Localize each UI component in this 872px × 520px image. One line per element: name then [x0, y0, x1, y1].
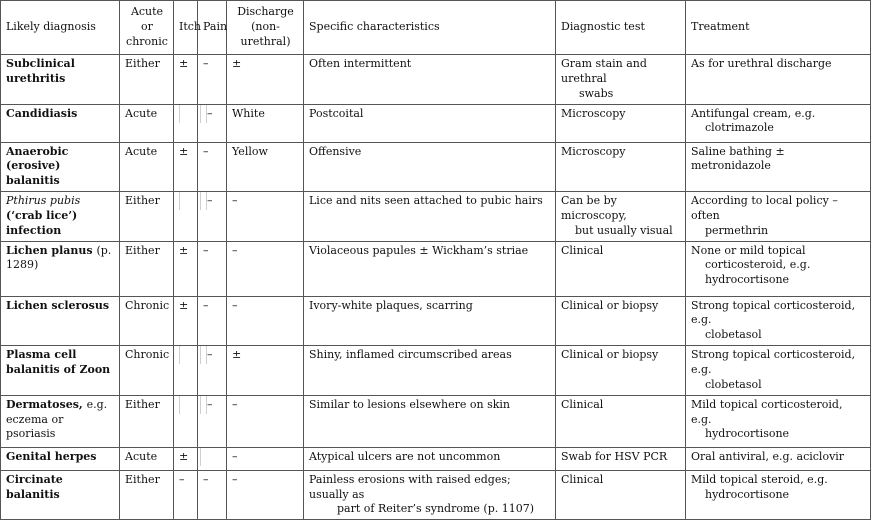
test-cell	[556, 55, 686, 105]
course-cell: Either	[120, 55, 174, 105]
diagnosis-italic: Pthirus pubis	[6, 194, 81, 208]
table-row	[1, 447, 871, 470]
test-line: swabs	[579, 86, 614, 100]
table-row	[1, 55, 871, 105]
header-pain: Pain	[198, 1, 227, 55]
characteristics-cell: Often intermittent	[304, 55, 556, 105]
itch-cell: ±	[174, 296, 198, 346]
characteristics-cell: Lice and nits seen attached to pubic hairs	[304, 192, 556, 242]
characteristics-cell: Violaceous papules ± Wickham’s striae	[304, 241, 556, 296]
pain-cell: –	[198, 241, 227, 296]
treatment-cell	[686, 395, 871, 447]
characteristics-cell: Postcoital	[304, 104, 556, 142]
course-cell: Either	[120, 192, 174, 242]
characteristics-cell: Offensive	[304, 142, 556, 192]
pain-value: –	[207, 348, 213, 362]
test-cell: Clinical	[556, 395, 686, 447]
discharge-cell: –	[227, 241, 304, 296]
test-line: Can be by microscopy,	[561, 194, 627, 222]
test-cell: Clinical or biopsy	[556, 296, 686, 346]
table-row	[1, 241, 871, 296]
treatment-line: corticosteroid, e.g.	[705, 258, 811, 272]
treatment-line: clotrimazole	[705, 121, 774, 135]
header-diagnostic-test: Diagnostic test	[556, 1, 686, 55]
itch-cell: ±	[174, 55, 198, 105]
course-cell: Either	[120, 241, 174, 296]
treatment-line: hydrocortisone	[705, 427, 790, 441]
pain-cell: –	[198, 142, 227, 192]
diagnosis-rest: e.g. eczema or psoriasis	[6, 397, 108, 441]
table-row	[1, 470, 871, 520]
treatment-line: Mild topical steroid, e.g.	[691, 472, 828, 486]
table-row	[1, 395, 871, 447]
treatment-line: According to local policy – often	[691, 194, 838, 222]
treatment-cell	[686, 470, 871, 520]
pain-cell	[198, 395, 227, 447]
diagnosis-cell: Plasma cell balanitis of Zoon	[1, 346, 120, 396]
discharge-cell: –	[227, 192, 304, 242]
pain-cell: –	[198, 55, 227, 105]
test-cell: Microscopy	[556, 104, 686, 142]
treatment-line: permethrin	[705, 223, 769, 237]
itch-cell: ±	[174, 142, 198, 192]
pain-cell: –	[198, 470, 227, 520]
characteristics-cell: Ivory-white plaques, scarring	[304, 296, 556, 346]
treatment-line: Strong topical corticosteroid, e.g.	[691, 348, 856, 376]
test-cell	[556, 192, 686, 242]
test-cell: Microscopy	[556, 142, 686, 192]
course-cell: Acute	[120, 104, 174, 142]
itch-cell	[174, 104, 198, 142]
itch-cell: ±	[174, 241, 198, 296]
characteristics-cell: Atypical ulcers are not uncommon	[304, 447, 556, 470]
characteristics-cell	[304, 470, 556, 520]
discharge-cell: –	[227, 395, 304, 447]
pain-value: –	[207, 397, 213, 411]
treatment-line: clobetasol	[705, 328, 762, 342]
treatment-cell: Saline bathing ± metronidazole	[686, 142, 871, 192]
itch-cell	[174, 395, 198, 447]
pain-value: –	[207, 106, 213, 120]
pain-cell	[198, 192, 227, 242]
diagnosis-cell: Genital herpes	[1, 447, 120, 470]
blank-mark	[200, 105, 207, 123]
discharge-cell: –	[227, 470, 304, 520]
treatment-line: clobetasol	[705, 377, 762, 391]
diagnosis-cell: Circinate balanitis	[1, 470, 120, 520]
test-cell: Clinical	[556, 470, 686, 520]
characteristics-cell: Similar to lesions elsewhere on skin	[304, 395, 556, 447]
blank-mark	[200, 192, 207, 210]
pain-cell	[198, 104, 227, 142]
diagnosis-cell	[1, 395, 120, 447]
table-row	[1, 296, 871, 346]
treatment-cell: As for urethral discharge	[686, 55, 871, 105]
course-cell: Chronic	[120, 346, 174, 396]
table-row	[1, 346, 871, 396]
treatment-cell	[686, 192, 871, 242]
test-cell: Clinical	[556, 241, 686, 296]
header-treatment: Treatment	[686, 1, 871, 55]
discharge-cell: –	[227, 296, 304, 346]
header-specific-characteristics: Specific characteristics	[304, 1, 556, 55]
diagnosis-cell: Lichen sclerosus	[1, 296, 120, 346]
treatment-line: Mild topical corticosteroid, e.g.	[691, 397, 843, 426]
blank-mark	[200, 396, 207, 414]
discharge-cell: Yellow	[227, 142, 304, 192]
table-row	[1, 142, 871, 192]
treatment-line: hydrocortisone	[705, 487, 790, 501]
table-row	[1, 104, 871, 142]
characteristics-line: Painless erosions with raised edges; usually as	[309, 472, 511, 501]
treatment-line: None or mild topical	[691, 243, 806, 257]
treatment-cell	[686, 346, 871, 396]
header-itch: Itch	[174, 1, 198, 55]
test-cell: Clinical or biopsy	[556, 346, 686, 396]
test-line: but usually visual	[575, 223, 673, 237]
characteristics-line: part of Reiter’s syndrome (p. 1107)	[337, 502, 535, 516]
course-cell: Acute	[120, 447, 174, 470]
treatment-cell: Oral antiviral, e.g. aciclovir	[686, 447, 871, 470]
treatment-line: Antifungal cream, e.g.	[691, 106, 816, 120]
diagnosis-cell: Candidiasis	[1, 104, 120, 142]
course-cell: Chronic	[120, 296, 174, 346]
discharge-cell: ±	[227, 346, 304, 396]
header-likely-diagnosis: Likely diagnosis	[1, 1, 120, 55]
discharge-cell: –	[227, 447, 304, 470]
treatment-cell	[686, 104, 871, 142]
blank-mark	[200, 448, 207, 466]
itch-cell: ±	[174, 447, 198, 470]
discharge-cell: ±	[227, 55, 304, 105]
blank-mark	[200, 346, 207, 364]
course-cell: Either	[120, 470, 174, 520]
pain-cell	[198, 447, 227, 470]
itch-cell	[174, 346, 198, 396]
diagnosis-rest: (‘crab lice’) infection	[6, 208, 78, 237]
diagnosis-cell	[1, 192, 120, 242]
pain-cell	[198, 346, 227, 396]
test-line: Gram stain and urethral	[561, 57, 647, 85]
diagnosis-cell	[1, 241, 120, 296]
treatment-line: Strong topical corticosteroid, e.g.	[691, 298, 856, 327]
treatment-line: hydrocortisone	[705, 273, 790, 287]
diagnosis-cell: Subclinical urethritis	[1, 55, 120, 105]
diagnosis-name: Dermatoses,	[6, 397, 83, 411]
header-acute-or-chronic: Acute or chronic	[120, 1, 174, 55]
test-cell: Swab for HSV PCR	[556, 447, 686, 470]
header-discharge: Discharge (non-urethral)	[227, 1, 304, 55]
course-cell: Either	[120, 395, 174, 447]
pain-value: –	[207, 194, 213, 208]
itch-cell: –	[174, 470, 198, 520]
treatment-cell	[686, 241, 871, 296]
discharge-cell: White	[227, 104, 304, 142]
diagnosis-name: Lichen planus	[6, 243, 93, 257]
pain-cell: –	[198, 296, 227, 346]
course-cell: Acute	[120, 142, 174, 192]
characteristics-cell: Shiny, inflamed circumscribed areas	[304, 346, 556, 396]
treatment-cell	[686, 296, 871, 346]
itch-cell	[174, 192, 198, 242]
table-row	[1, 192, 871, 242]
diagnosis-cell: Anaerobic (erosive) balanitis	[1, 142, 120, 192]
header-row	[1, 1, 871, 55]
page-reference: (p. 1289)	[6, 243, 112, 272]
